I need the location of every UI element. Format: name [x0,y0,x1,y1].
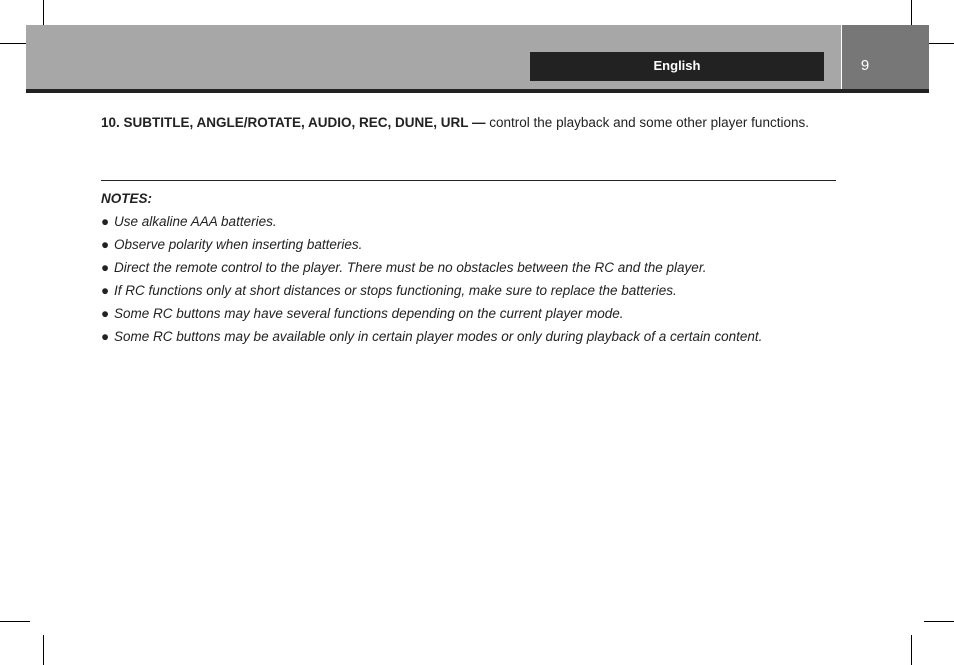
notes-divider [101,180,836,181]
notes-section [101,190,836,351]
bullet-icon: ● [101,260,110,275]
note-text: If RC functions only at short distances or stops functioning, make sure to replace the batteries. [114,283,677,298]
note-item [101,328,836,345]
note-item [101,213,836,230]
note-text: Direct the remote control to the player. There must be no obstacles between the RC and the player. [114,260,707,275]
crop-mark-bottom-right-horizontal [924,621,954,622]
note-text: Observe polarity when inserting batteries. [114,237,363,252]
bullet-icon: ● [101,329,110,344]
note-text: Some RC buttons may have several functions depending on the current player mode. [114,306,624,321]
bullet-icon: ● [101,237,110,252]
note-item [101,259,836,276]
content-section [101,114,836,131]
note-item [101,236,836,253]
header-rule [26,89,929,93]
language-badge: English [530,52,824,81]
note-item [101,282,836,299]
bullet-icon: ● [101,214,110,229]
note-text: Use alkaline AAA batteries. [114,214,277,229]
item-text: control the playback and some other player functions. [485,115,809,130]
list-item-10 [101,114,836,131]
bullet-icon: ● [101,283,110,298]
page-number: 9 [860,57,870,74]
crop-mark-bottom-left-horizontal [0,621,30,622]
notes-title: NOTES: [101,191,153,206]
crop-mark-bottom-right-vertical [911,635,912,665]
note-item [101,305,836,322]
item-lead: 10. SUBTITLE, ANGLE/ROTATE, AUDIO, REC, DUNE, URL — [101,115,486,130]
crop-mark-bottom-left-vertical [43,635,44,665]
note-text: Some RC buttons may be available only in certain player modes or only during playback of a certain content. [114,329,763,344]
bullet-icon: ● [101,306,110,321]
